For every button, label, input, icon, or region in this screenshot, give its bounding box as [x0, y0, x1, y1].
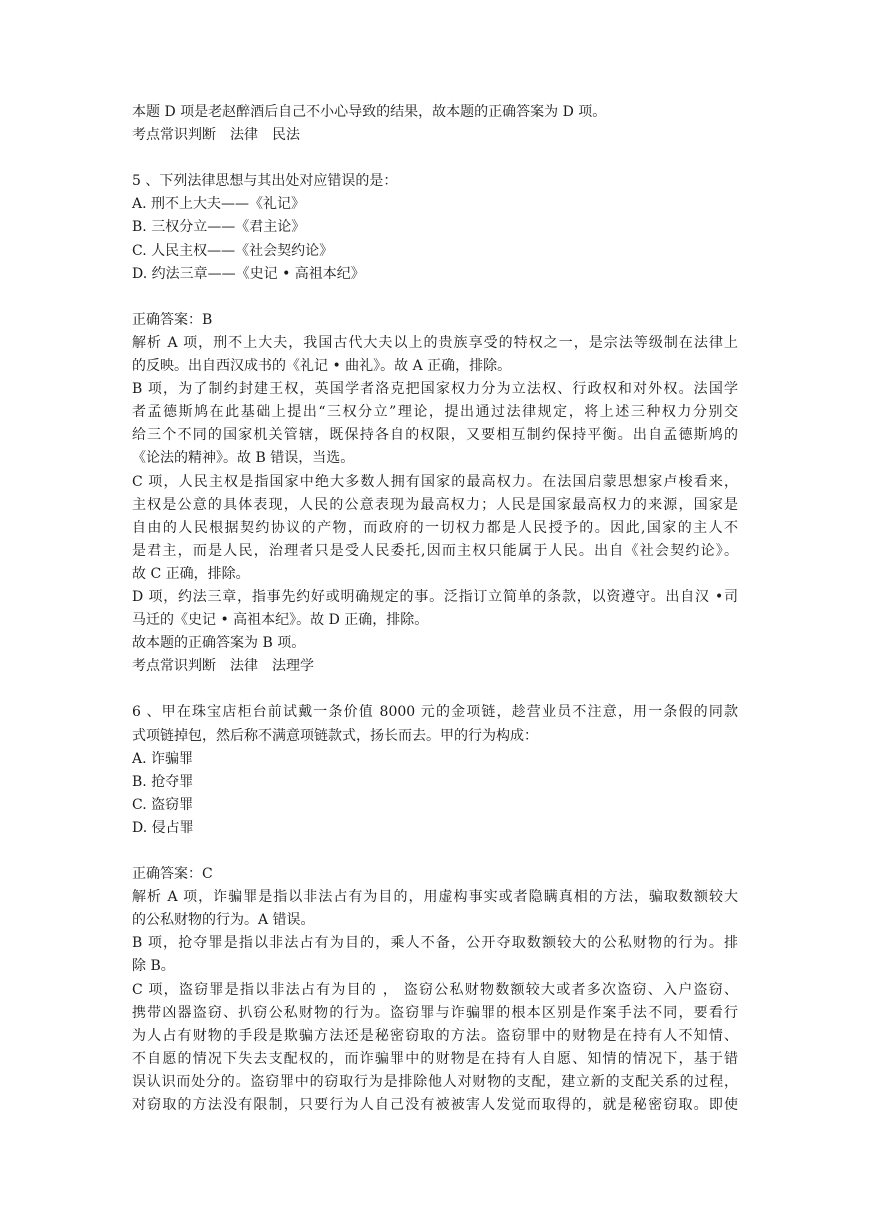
question-6-option-b: B. 抢夺罪 — [132, 773, 194, 790]
question-6-option-d: D. 侵占罪 — [132, 819, 194, 836]
analysis-line: 不自愿的情况下失去支配权的，而诈骗罪中的财物是在持有人自愿、知情的情况下，基于错 — [132, 1050, 738, 1067]
analysis-line: 解析 A 项，诈骗罪是指以非法占有为目的，用虚构事实或者隐瞒真相的方法，骗取数额较大 — [132, 889, 738, 906]
analysis-line: 的反映。出自西汉成书的《礼记 • 曲礼》。故 A 正确，排除。 — [132, 358, 512, 375]
analysis-line: 主权是公意的具体表现，人民的公意表现为最高权力；人民是国家最高权力的来源，国家是 — [132, 496, 738, 513]
analysis-line: 除 B。 — [132, 958, 175, 975]
topic-tag-line: 考点常识判断 法律 法理学 — [132, 658, 314, 675]
document-page — [132, 101, 738, 1117]
blank-line — [132, 840, 738, 863]
blank-line — [132, 678, 738, 701]
question-5-option-d: D. 约法三章——《史记 • 高祖本纪》 — [132, 265, 365, 282]
analysis-line: B 项，抢夺罪是指以非法占有为目的，乘人不备，公开夺取数额较大的公私财物的行为。排 — [132, 935, 738, 952]
question-5-option-b: B. 三权分立——《君主论》 — [132, 219, 306, 236]
question-6-option-c: C. 盗窃罪 — [132, 796, 194, 813]
question-6-answer: 正确答案：C — [132, 866, 213, 883]
question-5-option-a: A. 刑不上大夫——《礼记》 — [132, 196, 306, 213]
analysis-line: 《论法的精神》。故 B 错误，当选。 — [132, 450, 355, 467]
question-5-stem: 5 、下列法律思想与其出处对应错误的是： — [132, 173, 398, 190]
analysis-line: 携带凶器盗窃、扒窃公私财物的行为。盗窃罪与诈骗罪的根本区别是作案手法不同，要看行 — [132, 1004, 738, 1021]
blank-line — [132, 286, 738, 309]
analysis-line: 是君主，而是人民，治理者只是受人民委托,因而主权只能属于人民。出自《社会契约论》。 — [132, 542, 738, 559]
analysis-line: 为人占有财物的手段是欺骗方法还是秘密窃取的方法。盗窃罪中的财物是在持有人不知情、 — [132, 1027, 738, 1044]
conclusion-line: 故本题的正确答案为 B 项。 — [132, 635, 306, 652]
analysis-line: B 项，为了制约封建王权，英国学者洛克把国家权力分为立法权、行政权和对外权。法国学 — [132, 381, 738, 398]
analysis-line: 的公私财物的行为。A 错误。 — [132, 912, 315, 929]
analysis-line: 故 C 正确，排除。 — [132, 565, 250, 582]
analysis-line: 马迁的《史记 • 高祖本纪》。故 D 正确，排除。 — [132, 612, 429, 629]
analysis-line: C 项，人民主权是指国家中绝大多数人拥有国家的最高权力。在法国启蒙思想家卢梭看来， — [132, 473, 738, 490]
analysis-line: 解析 A 项，刑不上大夫，我国古代大夫以上的贵族享受的特权之一，是宗法等级制在法律上 — [132, 334, 738, 351]
analysis-line: 自由的人民根据契约协议的产物，而政府的一切权力都是人民授予的。因此,国家的主人不 — [132, 519, 738, 536]
analysis-line: C 项，盗窃罪是指以非法占有为目的 ， 盗窃公私财物数额较大或者多次盗窃、入户盗窃、 — [132, 981, 738, 998]
analysis-line: 者孟德斯鸠在此基础上提出“三权分立”理论，提出通过法律规定，将上述三种权力分别交 — [132, 404, 738, 421]
analysis-line: 误认识而处分的。盗窃罪中的窃取行为是排除他人对财物的支配，建立新的支配关系的过程， — [132, 1073, 738, 1090]
topic-tag-line: 考点常识判断 法律 民法 — [132, 127, 300, 144]
analysis-line: D 项，约法三章，指事先约好或明确规定的事。泛指订立简单的条款，以资遵守。出自汉 •司 — [132, 588, 738, 605]
question-5-answer: 正确答案：B — [132, 311, 213, 328]
text-line: 本题 D 项是老赵醉酒后自己不小心导致的结果，故本题的正确答案为 D 项。 — [132, 104, 607, 120]
analysis-line: 对窃取的方法没有限制，只要行为人自己没有被被害人发觉而取得的，就是秘密窃取。即使 — [132, 1097, 738, 1114]
question-6-stem: 式项链掉包，然后称不满意项链款式，扬长而去。甲的行为构成： — [132, 727, 538, 744]
question-5-option-c: C. 人民主权——《社会契约论》 — [132, 242, 334, 259]
analysis-line: 给三个不同的国家机关管辖，既保持各自的权限，又要相互制约保持平衡。出自孟德斯鸠的 — [132, 427, 738, 444]
question-6-stem: 6 、甲在珠宝店柜台前试戴一条价值 8000 元的金项链，趁营业员不注意，用一条假的同款 — [132, 704, 738, 721]
question-6-option-a: A. 诈骗罪 — [132, 750, 194, 767]
blank-line — [132, 147, 738, 170]
